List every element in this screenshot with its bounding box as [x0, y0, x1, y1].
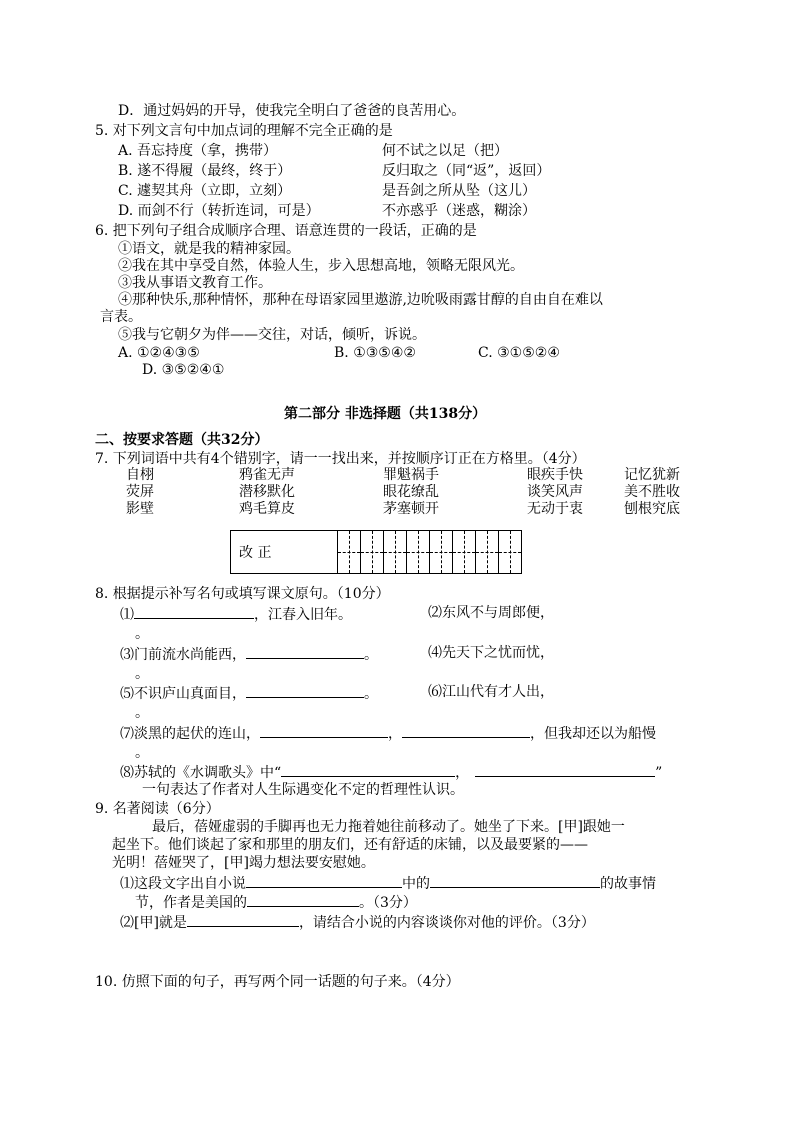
- word: 鸦雀无声: [239, 467, 295, 483]
- option-text: D. ③⑤②④①: [142, 362, 225, 378]
- correction-grid: [230, 530, 522, 574]
- item-text: 节，作者是美国的: [135, 895, 247, 911]
- item-punct: ，: [388, 726, 402, 742]
- answer-blank[interactable]: [246, 644, 364, 659]
- option-text: 不亦惑乎（迷惑，糊涂）: [382, 203, 536, 219]
- question-stem: 6. 把下列句子组合成顺序合理、语意连贯的一段话，正确的是: [95, 223, 477, 239]
- blank-line-8: [120, 762, 662, 782]
- word: 罪魁祸手: [383, 467, 439, 483]
- sentence-5: ⑤我与它朝夕为伴——交往，对话，倾听，诉说。: [118, 327, 426, 343]
- word: 无动于衷: [527, 501, 583, 517]
- answer-blank[interactable]: [430, 873, 600, 888]
- sentence-4-cont: 言表。: [100, 309, 142, 325]
- question-stem: 5. 对下列文言句中加点词的理解不完全正确的是: [95, 123, 393, 139]
- passage-line: 光明！蓓娅哭了，[甲]竭力想法要安慰她。: [112, 855, 375, 871]
- correction-cell[interactable]: [407, 531, 430, 574]
- correction-cell[interactable]: [384, 531, 407, 574]
- answer-blank[interactable]: [134, 604, 254, 619]
- correction-cell[interactable]: [476, 531, 499, 574]
- answer-blank[interactable]: [475, 762, 655, 777]
- option-text: D. 而剑不行（转折连词，可是）: [118, 203, 320, 219]
- question-stem: 9. 名著阅读（6分）: [95, 801, 220, 817]
- item-text: 的故事情: [600, 876, 656, 892]
- sentence-1: ①语文，就是我的精神家园。: [118, 241, 300, 257]
- item-text: ，但我却还以为船慢: [530, 726, 656, 742]
- answer-blank[interactable]: [246, 873, 402, 888]
- word: 茅塞顿开: [383, 501, 439, 517]
- item-text: ，江春入旧年。: [254, 607, 352, 623]
- correction-cell[interactable]: [361, 531, 384, 574]
- blank-line-5: [120, 683, 378, 703]
- answer-blank[interactable]: [260, 723, 388, 738]
- word: 谈笑风声: [527, 484, 583, 500]
- item-text: ⑵东风不与周郎便，: [428, 605, 554, 621]
- part-title: 第二部分 非选择题（共138分）: [284, 406, 487, 422]
- blank-line-1: [120, 604, 352, 624]
- option-text: 是吾剑之所从坠（这儿）: [382, 183, 536, 199]
- item-number: ⑴: [120, 607, 134, 623]
- item-text: ⑹江山代有才人出，: [428, 684, 554, 700]
- word: 潜移默化: [239, 484, 295, 500]
- correction-cell[interactable]: [430, 531, 453, 574]
- passage-line: 最后，蓓娅虚弱的手脚再也无力拖着她往前移动了。她坐了下来。[甲]跟她一: [152, 819, 625, 835]
- option-text: C. 遽契其舟（立即，立刻）: [118, 183, 292, 199]
- item-punct: 。: [364, 686, 378, 702]
- word: 美不胜收: [624, 484, 680, 500]
- item-text: ⑻苏轼的《水调歌头》中“: [120, 765, 282, 781]
- correction-cell[interactable]: [453, 531, 476, 574]
- item-text: 中的: [402, 876, 430, 892]
- word: 记忆犹新: [624, 467, 680, 483]
- word: 刨根究底: [624, 501, 680, 517]
- correction-cell[interactable]: [338, 531, 361, 574]
- item-text: ⑴这段文字出自小说: [120, 876, 246, 892]
- item-punct: 。: [364, 647, 378, 663]
- option-text: 反归取之（同“返”，返回）: [382, 163, 551, 179]
- word: 影壁: [126, 501, 154, 517]
- word: 自栩: [126, 467, 154, 483]
- item-punct: 。: [135, 705, 149, 721]
- sentence-4: ④那种快乐,那种情怀，那种在母语家园里遨游,边吮吸雨露甘醇的自由自在难以: [118, 292, 603, 308]
- word: 眼花缭乱: [383, 484, 439, 500]
- passage-line: 起坐下。他们谈起了家和那里的朋友们，还有舒适的床铺，以及最要紧的——: [112, 837, 588, 853]
- option-text: B. 遂不得履（最终，终于）: [118, 163, 292, 179]
- item-punct: ，: [455, 765, 470, 781]
- blank-line-7: [120, 723, 656, 743]
- word: 荧屏: [126, 484, 154, 500]
- answer-blank[interactable]: [247, 892, 359, 907]
- option-text: B. ①③⑤④②: [334, 345, 416, 361]
- sub-question-1-cont: [135, 892, 417, 912]
- sub-question-1: [120, 873, 656, 893]
- option-text: D．通过妈妈的开导，使我完全明白了爸爸的良苦用心。: [118, 103, 466, 119]
- item-punct: ”: [655, 765, 663, 781]
- word: 眼疾手快: [527, 467, 583, 483]
- item-text: ⑷先天下之忧而忧，: [428, 645, 554, 661]
- answer-blank[interactable]: [187, 912, 299, 927]
- option-text: C. ③①⑤②④: [478, 345, 560, 361]
- item-punct: 。: [135, 626, 149, 642]
- correction-cell[interactable]: [499, 531, 522, 574]
- item-punct: 。: [135, 745, 149, 761]
- option-text: A. ①②④③⑤: [118, 345, 200, 361]
- item-text: ⑺淡黑的起伏的连山，: [120, 726, 260, 742]
- sub-question-2: [120, 912, 595, 932]
- item-text: ⑸不识庐山真面目，: [120, 686, 246, 702]
- option-text: A. 吾忘持度（拿，携带）: [118, 143, 278, 159]
- question-stem: 10. 仿照下面的句子，再写两个同一话题的句子来。（4分）: [95, 974, 460, 990]
- item-text: ，请结合小说的内容谈谈你对他的评价。（3分）: [298, 915, 595, 931]
- section-title: 二、按要求答题（共32分）: [95, 432, 269, 448]
- correction-label: 改 正: [231, 531, 338, 574]
- option-text: 何不试之以足（把）: [382, 143, 508, 159]
- item-text: ⑶门前流水尚能西，: [120, 647, 246, 663]
- answer-blank[interactable]: [246, 683, 364, 698]
- item-punct: 。: [135, 666, 149, 682]
- word: 鸡毛算皮: [239, 501, 295, 517]
- sentence-2: ②我在其中享受自然，体验人生，步入思想高地，领略无限风光。: [118, 258, 524, 274]
- blank-line-3: [120, 644, 378, 664]
- answer-blank[interactable]: [281, 762, 455, 777]
- sentence-3: ③我从事语文教育工作。: [118, 275, 272, 291]
- item-text: 。（3分）: [359, 895, 417, 911]
- item-text: ⑵[甲]就是: [120, 915, 187, 931]
- item-text: 一句表达了作者对人生际遇变化不定的哲理性认识。: [142, 782, 464, 798]
- question-stem: 7. 下列词语中共有4个错别字，请一一找出来，并按顺序订正在方格里。（4分）: [95, 451, 586, 467]
- answer-blank[interactable]: [402, 723, 530, 738]
- question-stem: 8. 根据提示补写名句或填写课文原句。（10分）: [95, 586, 390, 602]
